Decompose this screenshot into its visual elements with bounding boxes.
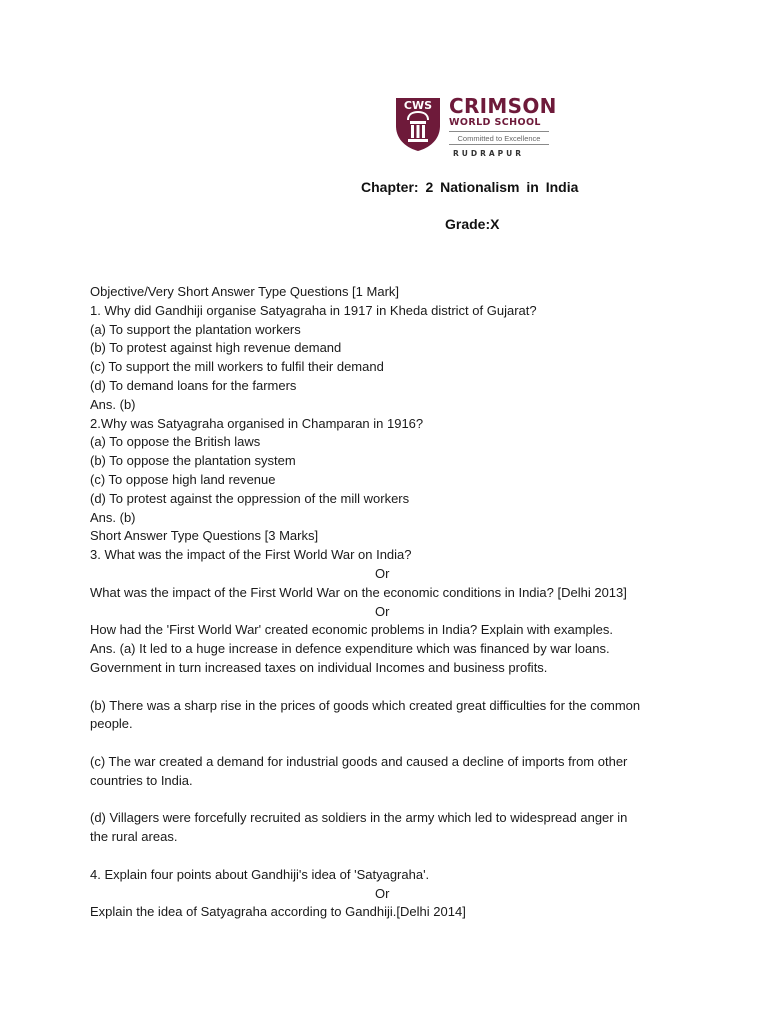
grade-title: Grade:X — [445, 216, 500, 232]
option-line: (b) To protest against high revenue demand — [90, 340, 342, 356]
section-heading-short-answer: Short Answer Type Questions [3 Marks] — [90, 528, 319, 544]
question-3-alt: How had the 'First World War' created economic problems in India? Explain with examples. — [90, 622, 614, 638]
question-4: 4. Explain four points about Gandhiji's idea of 'Satyagraha'. — [90, 866, 430, 882]
answer-line: (d) Villagers were forcefully recruited as soldiers in the army which led to widespread anger in — [90, 810, 628, 826]
answer-line: Ans. (b) — [90, 509, 136, 525]
school-crest-icon — [393, 96, 443, 152]
document-body — [90, 283, 690, 922]
blank-line — [90, 847, 690, 866]
chapter-title: Chapter: 2 Nationalism in India — [361, 179, 579, 195]
option-line: (d) To demand loans for the farmers — [90, 377, 297, 393]
blank-line — [90, 734, 690, 753]
answer-line: Ans. (b) — [90, 396, 136, 412]
logo-tagline: Committed to Excellence — [449, 131, 549, 145]
question-1: 1. Why did Gandhiji organise Satyagraha in 1917 in Kheda district of Gujarat? — [90, 302, 537, 318]
option-line: (b) To oppose the plantation system — [90, 453, 296, 469]
answer-line: (c) The war created a demand for industrial goods and caused a decline of imports from other — [90, 753, 628, 769]
answer-line: (b) There was a sharp rise in the prices of goods which created great difficulties for the common — [90, 697, 641, 713]
answer-line: Ans. (a) It led to a huge increase in defence expenditure which was financed by war loans. — [90, 641, 610, 657]
option-line: (c) To oppose high land revenue — [90, 471, 276, 487]
section-heading-objective: Objective/Very Short Answer Type Questions [1 Mark] — [90, 284, 400, 299]
blank-line — [90, 791, 690, 810]
logo-text — [449, 96, 557, 158]
logo-school-subname: WORLD SCHOOL — [449, 117, 541, 128]
logo-school-name: CRIMSON — [449, 94, 557, 118]
or-separator: Or — [375, 885, 390, 901]
or-separator: Or — [375, 565, 390, 581]
question-2: 2.Why was Satyagraha organised in Champaran in 1916? — [90, 415, 424, 431]
option-line: (d) To protest against the oppression of the mill workers — [90, 490, 410, 506]
or-separator: Or — [375, 603, 390, 619]
question-3: 3. What was the impact of the First World War on India? — [90, 547, 412, 563]
option-line: (a) To support the plantation workers — [90, 321, 301, 337]
logo-badge: CWS — [403, 99, 433, 112]
question-4-alt: Explain the idea of Satyagraha according to Gandhiji.[Delhi 2014] — [90, 904, 466, 920]
question-3-alt: What was the impact of the First World War on the economic conditions in India? [Delhi 2013] — [90, 584, 627, 600]
answer-line: the rural areas. — [90, 829, 178, 845]
school-logo — [393, 96, 557, 158]
blank-line — [90, 678, 690, 697]
answer-line: Government in turn increased taxes on individual Incomes and business profits. — [90, 659, 548, 675]
option-line: (a) To oppose the British laws — [90, 434, 261, 450]
answer-line: people. — [90, 716, 133, 732]
logo-location: RUDRAPUR — [453, 149, 525, 158]
answer-line: countries to India. — [90, 772, 193, 788]
option-line: (c) To support the mill workers to fulfil their demand — [90, 359, 384, 375]
